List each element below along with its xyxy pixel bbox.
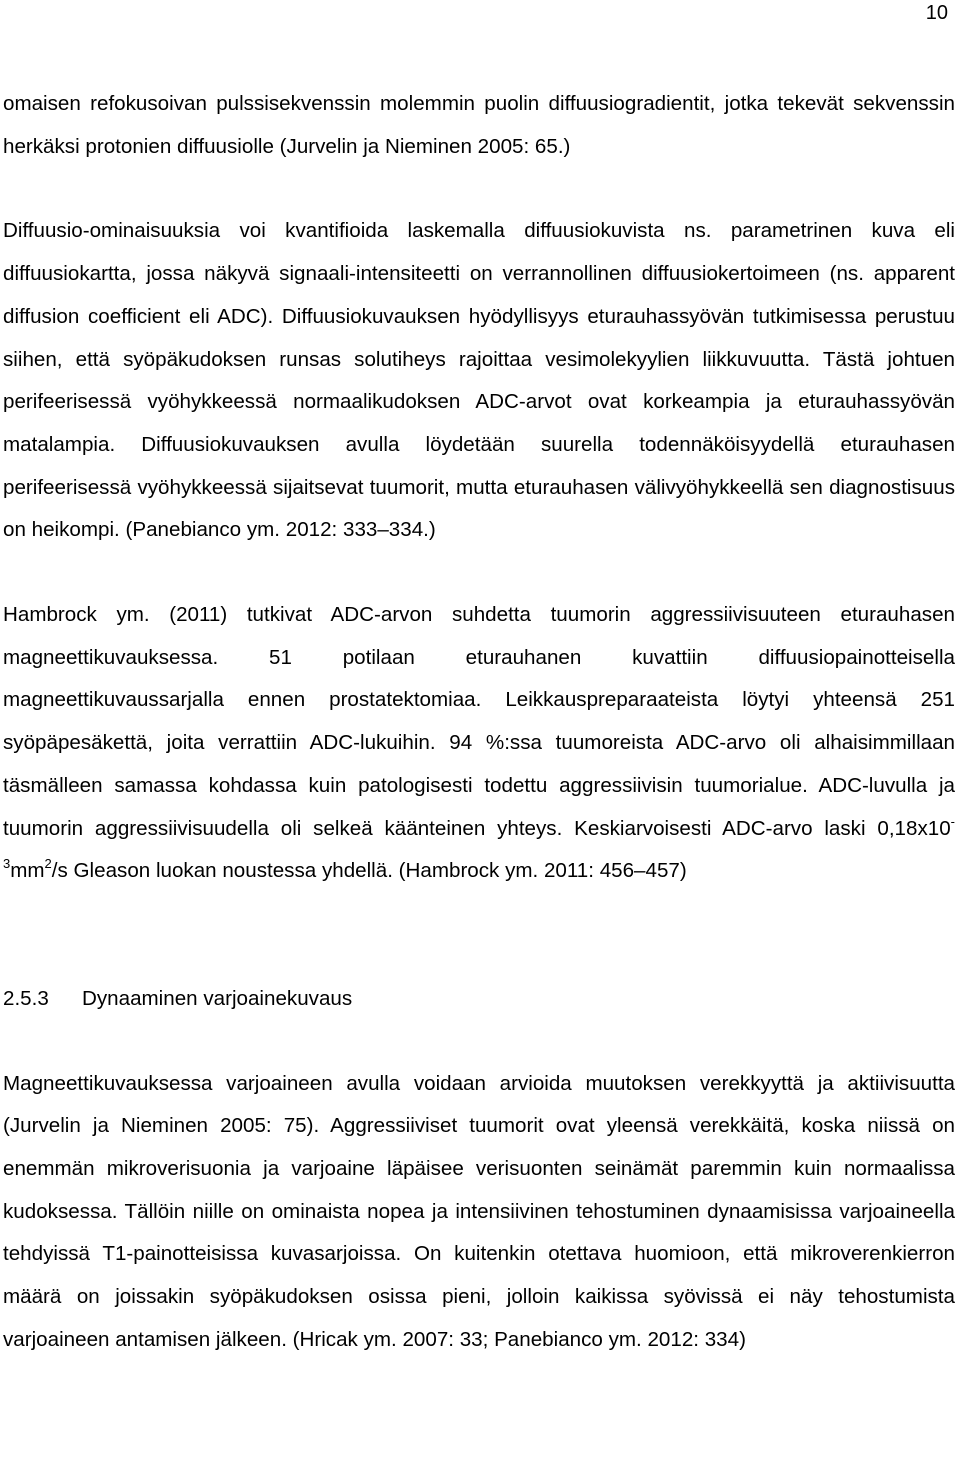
- paragraph-text: /s Gleason luokan noustessa yhdellä. (Hambrock ym. 2011: 456–457): [51, 859, 687, 883]
- paragraph-spacer: [3, 168, 955, 210]
- page-number: 10: [925, 2, 948, 24]
- section-number: 2.5.3: [3, 986, 49, 1010]
- section-heading: [3, 978, 955, 1021]
- section-title: Dynaaminen varjoainekuvaus: [82, 986, 353, 1010]
- paragraph-diffusion-gradients: omaisen refokusoivan pulssisekvenssin molemmin puolin diffuusiogradientit, jotka tekevät sekvenssin herkäksi protonien diffuusiolle (Jurvelin ja Nieminen 2005: 65.): [3, 92, 955, 158]
- paragraph-spacer: [3, 552, 955, 594]
- paragraph-contrast-imaging: Magneettikuvauksessa varjoaineen avulla voidaan arvioida muutoksen verekkyyttä ja aktiivisuutta (Jurvelin ja Nieminen 2005: 75). Aggressiiviset tuumorit ovat yleensä verekkäitä, koska niissä on enemmän mikroverisuonia ja varjoaine läpäisee verisuonten seinämät paremmin kuin normaalissa kudoksessa. Tällöin niille on ominaista nopea ja intensiivinen tehostuminen dynaamisissa varjoaineella tehdyissä T1-painotteisissa kuvasarjoissa. On kuitenkin otettava huomioon, että mikroverenkierron määrä on joissakin syöpäkudoksen osissa pieni, jolloin kaikissa syövissä ei näy tehostumista varjoaineen antamisen jälkeen. (Hricak ym. 2007: 33; Panebianco ym. 2012: 334): [3, 1071, 955, 1351]
- paragraph-spacer: [3, 1021, 955, 1063]
- section-spacer: [3, 893, 955, 978]
- exponent-superscript: 2: [44, 856, 52, 872]
- paragraph-text: Hambrock ym. (2011) tutkivat ADC-arvon suhdetta tuumorin aggressiivisuuteen eturauhasen magneettikuvauksessa. 51 potilaan eturauhanen kuvattiin diffuusiopainotteisella magneettikuvaussarjalla ennen prostatektomiaa. Leikkauspreparaateista löytyi yhteensä 251 syöpäpesäkettä, joita verrattiin ADC-lukuihin. 94 %:ssa tuumoreista ADC-arvo oli alhaisimmillaan täsmälleen samassa kohdassa kuin patologisesti todettu aggressiivisin tuumorialue. ADC-luvulla ja tuumorin aggressiivisuudella oli selkeä käänteinen yhteys. Keskiarvoisesti ADC-arvo laski 0,18x10: [3, 603, 955, 840]
- exponent-superscript: -3: [3, 813, 955, 872]
- document-body: [3, 83, 955, 1362]
- paragraph-hambrock-study: [3, 594, 955, 893]
- paragraph-text: mm: [10, 859, 45, 883]
- paragraph-adc-quantification: Diffuusio-ominaisuuksia voi kvantifioida laskemalla diffuusiokuvista ns. parametrinen kuva eli diffuusiokartta, jossa näkyvä signaali-intensiteetti on verrannollinen diffuusiokertoimeen (ns. apparent diffusion coefficient eli ADC). Diffuusiokuvauksen hyödyllisyys eturauhassyövän tutkimisessa perustuu siihen, että syöpäkudoksen runsas solutiheys rajoittaa vesimolekyylien liikkuvuutta. Tästä johtuen perifeerisessä vyöhykkeessä normaalikudoksen ADC-arvot ovat korkeampia ja eturauhassyövän matalampia. Diffuusiokuvauksen avulla löydetään suurella todennäköisyydellä eturauhasen perifeerisessä vyöhykkeessä sijaitsevat tuumorit, mutta eturauhasen välivyöhykkeellä sen diagnostisuus on heikompi. (Panebianco ym. 2012: 333–334.): [3, 219, 955, 542]
